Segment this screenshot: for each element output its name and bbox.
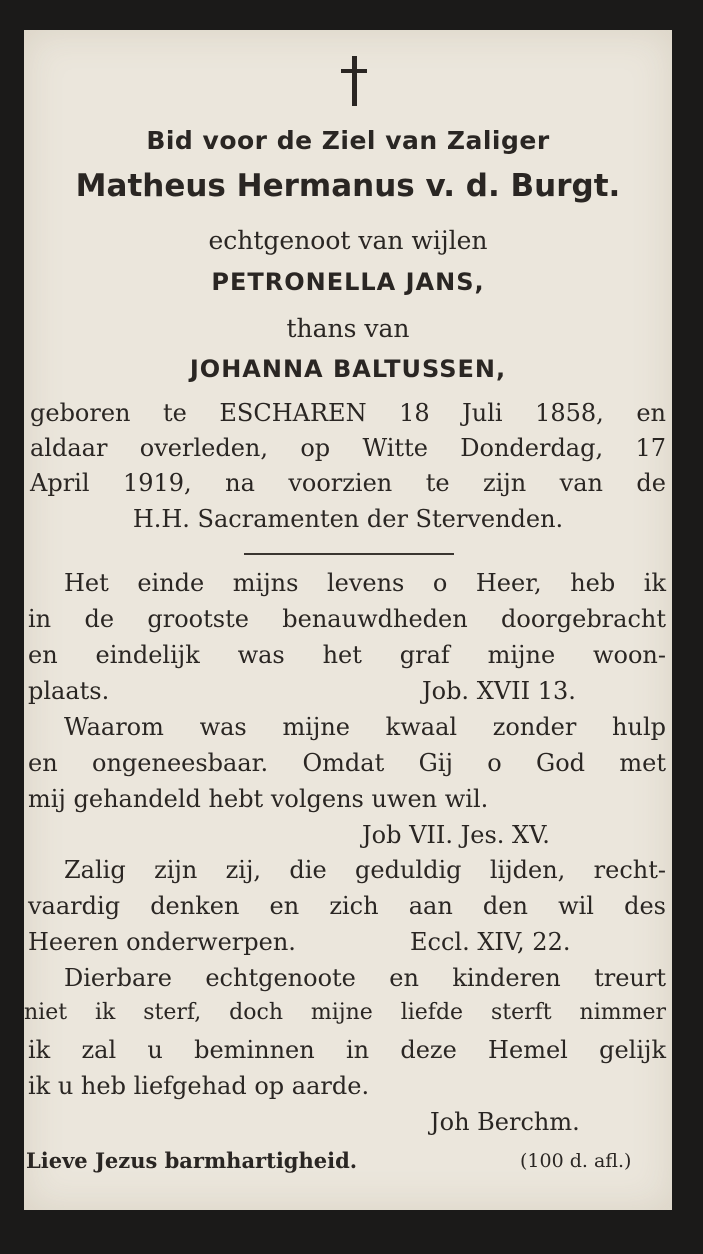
second-wife-name: JOHANNA BALTUSSEN, [189, 355, 507, 383]
verse-line: ik u heb liefgehad op aarde. [28, 1072, 370, 1100]
divider [244, 553, 454, 555]
verse-line: plaats. [28, 677, 110, 705]
verse-reference: Job. XVII 13. [422, 677, 576, 705]
bio-line: April 1919, na voorzien te zijn van de [30, 469, 666, 497]
prayer-heading: Bid voor de Ziel van Zaliger [146, 126, 550, 155]
indulgence-note: (100 d. afl.) [520, 1150, 632, 1172]
verse-attribution: Joh Berchm. [430, 1108, 580, 1136]
verse-reference: Job VII. Jes. XV. [362, 821, 550, 849]
verse-reference: Eccl. XIV, 22. [410, 928, 571, 956]
bio-line: aldaar overleden, op Witte Donderdag, 17 [30, 434, 666, 462]
cross-icon [341, 56, 367, 106]
verse-line: in de grootste benauwdheden doorgebracht [28, 605, 666, 633]
verse-line: vaardig denken en zich aan den wil des [28, 892, 666, 920]
verse-line: Het einde mijns levens o Heer, heb ik [64, 569, 666, 597]
bio-line: H.H. Sacramenten der Stervenden. [132, 505, 564, 533]
verse-line: Zalig zijn zij, die geduldig lijden, recht- [64, 856, 666, 884]
verse-line: en ongeneesbaar. Omdat Gij o God met [28, 749, 666, 777]
verse-line: Heeren onderwerpen. [28, 928, 296, 956]
verse-line: ik zal u beminnen in deze Hemel gelijk [28, 1036, 666, 1064]
second-intro: thans van [286, 314, 410, 343]
first-wife-name: PETRONELLA JANS, [211, 268, 485, 296]
closing-invocation: Lieve Jezus barmhartigheid. [26, 1148, 358, 1173]
deceased-name: Matheus Hermanus v. d. Burgt. [75, 168, 621, 204]
verse-line: mij gehandeld hebt volgens uwen wil. [28, 785, 489, 813]
spouse-intro: echtgenoot van wijlen [208, 226, 488, 255]
verse-line: niet ik sterf, doch mijne liefde sterft nimmer [24, 1000, 666, 1025]
memorial-card [24, 30, 672, 1210]
verse-line: en eindelijk was het graf mijne woon- [28, 641, 666, 669]
verse-line: Dierbare echtgenoote en kinderen treurt [64, 964, 666, 992]
bio-line: geboren te ESCHAREN 18 Juli 1858, en [30, 399, 666, 427]
verse-line: Waarom was mijne kwaal zonder hulp [64, 713, 666, 741]
